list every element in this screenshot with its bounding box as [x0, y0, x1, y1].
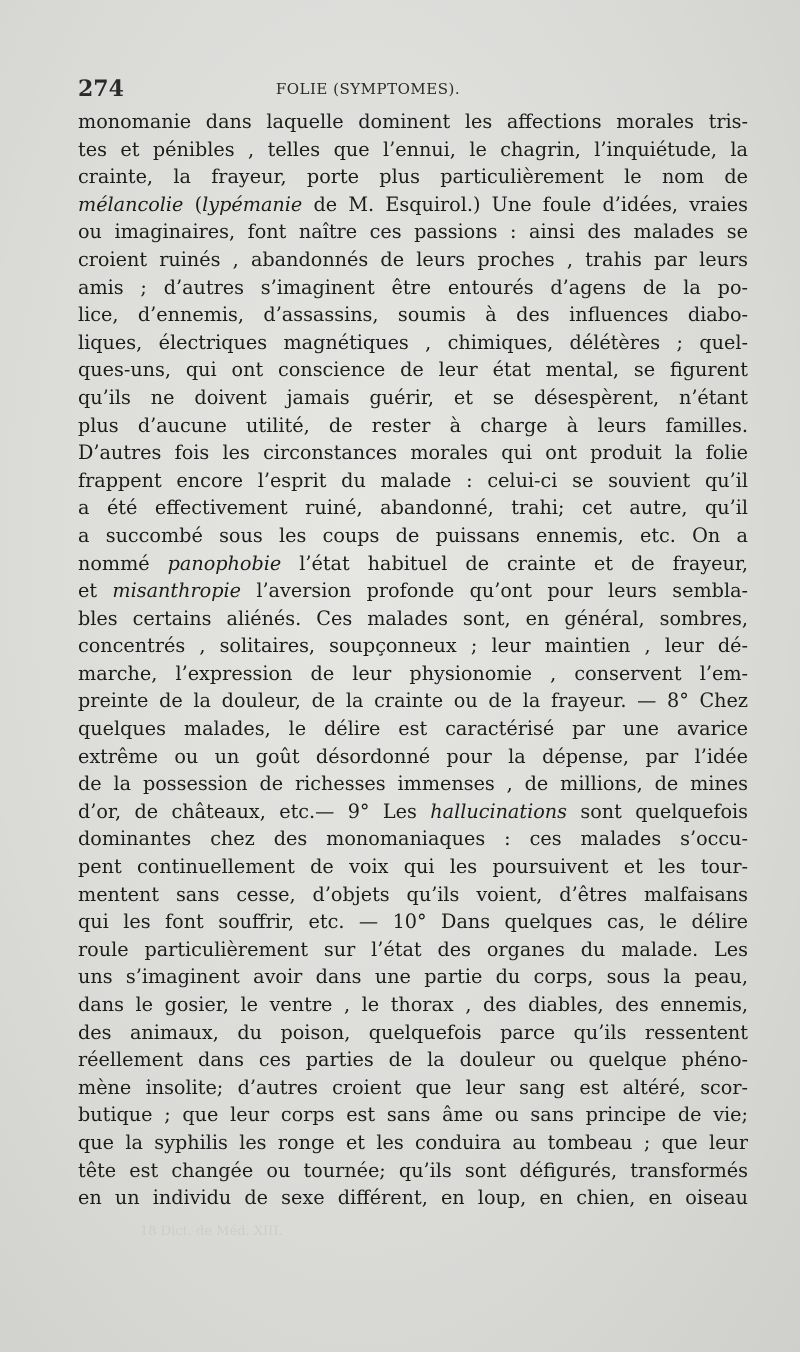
text-line: liques, électriques magnétiques , chimiques, délétères ; quel- [78, 330, 748, 354]
italic-term: hallucinations [430, 799, 567, 823]
text-line: butique ; que leur corps est sans âme ou sans principe de vie; [78, 1103, 748, 1127]
text-line: marche, l’expression de leur physionomie , conservent l’em- [78, 661, 748, 685]
text-line: quelques malades, le délire est caractérisé par une avarice [78, 717, 748, 741]
text-line: preinte de la douleur, de la crainte ou de la frayeur. — 8° Chez [78, 689, 748, 713]
text-line: tête est changée ou tournée; qu’ils sont défigurés, transformés [78, 1158, 748, 1182]
italic-term: panophobie [167, 551, 282, 575]
text-segment: nommé [78, 551, 168, 575]
text-line: D’autres fois les circonstances morales qui ont produit la folie [78, 441, 748, 465]
text-line: monomanie dans laquelle dominent les affections morales tris- [78, 110, 748, 133]
text-line: uns s’imaginent avoir dans une partie du corps, sous la peau, [78, 965, 748, 989]
text-line: qui les font souffrir, etc. — 10° Dans quelques cas, le délire [78, 910, 748, 934]
text-line [78, 798, 748, 826]
text-line: qu’ils ne doivent jamais guérir, et se désespèrent, n’étant [78, 385, 748, 409]
page-header [78, 76, 758, 102]
text-line: a été effectivement ruiné, abandonné, trahi; cet autre, qu’il [78, 496, 748, 520]
text-line: mentent sans cesse, d’objets qu’ils voient, d’êtres malfaisans [78, 882, 748, 906]
text-segment: ( [183, 192, 203, 216]
text-line: mène insolite; d’autres croient que leur sang est altéré, scor- [78, 1075, 748, 1099]
text-segment: de M. Esquirol.) Une foule d’idées, vraies [302, 192, 748, 216]
text-line: ques-uns, qui ont conscience de leur état mental, se figurent [78, 358, 748, 382]
text-line: tes et pénibles , telles que l’ennui, le chagrin, l’inquiétude, la [78, 137, 748, 161]
text-line: bles certains aliénés. Ces malades sont, en général, sombres, [78, 606, 748, 630]
text-line [78, 191, 748, 219]
text-line: des animaux, du poison, quelquefois parce qu’ils ressentent [78, 1020, 748, 1044]
text-line: plus d’aucune utilité, de rester à charge à leurs familles. [78, 413, 748, 437]
text-line: de la possession de richesses immenses , de millions, de mines [78, 772, 748, 796]
text-line [78, 550, 748, 578]
text-line: extrême ou un goût désordonné pour la dépense, par l’idée [78, 744, 748, 768]
text-segment: et [78, 579, 113, 603]
body-text [78, 108, 748, 1212]
text-line: pent continuellement de voix qui les poursuivent et les tour- [78, 855, 748, 879]
text-line: que la syphilis les ronge et les conduira au tombeau ; que leur [78, 1130, 748, 1154]
italic-term: mélancolie [78, 192, 184, 216]
text-line: concentrés , solitaires, soupçonneux ; leur maintien , leur dé- [78, 634, 748, 658]
text-line: croient ruinés , abandonnés de leurs proches , trahis par leurs [78, 247, 748, 271]
text-line: roule particulièrement sur l’état des organes du malade. Les [78, 937, 748, 961]
text-line: dominantes chez des monomaniaques : ces malades s’occu- [78, 827, 748, 851]
text-line: en un individu de sexe différent, en loup, en chien, en oiseau [78, 1186, 748, 1210]
text-line: crainte, la frayeur, porte plus particulièrement le nom de [78, 165, 748, 189]
text-segment: l’état habituel de crainte et de frayeur, [281, 551, 748, 575]
text-segment: sont quelquefois [566, 799, 748, 823]
text-line [78, 577, 748, 605]
italic-term: misanthropie [112, 579, 241, 603]
text-segment: l’aversion profonde qu’ont pour leurs sembla- [240, 579, 748, 603]
page-number: 274 [78, 76, 124, 102]
text-line: lice, d’ennemis, d’assassins, soumis à des influences diabo- [78, 303, 748, 327]
running-head: FOLIE (SYMPTOMES). [275, 80, 461, 98]
text-line: dans le gosier, le ventre , le thorax , des diables, des ennemis, [78, 993, 748, 1016]
text-line: a succombé sous les coups de puissans ennemis, etc. On a [78, 523, 748, 547]
bleed-through-text: 18 Dict. de Méd. XIII. [140, 1224, 283, 1239]
text-line: réellement dans ces parties de la douleur ou quelque phéno- [78, 1048, 748, 1072]
italic-term: lypémanie [202, 192, 303, 216]
text-segment: d’or, de châteaux, etc.— 9° Les [78, 799, 431, 823]
text-line: amis ; d’autres s’imaginent être entourés d’agens de la po- [78, 275, 748, 299]
text-line: ou imaginaires, font naître ces passions : ainsi des malades se [78, 220, 748, 244]
text-line: frappent encore l’esprit du malade : celui-ci se souvient qu’il [78, 468, 748, 492]
